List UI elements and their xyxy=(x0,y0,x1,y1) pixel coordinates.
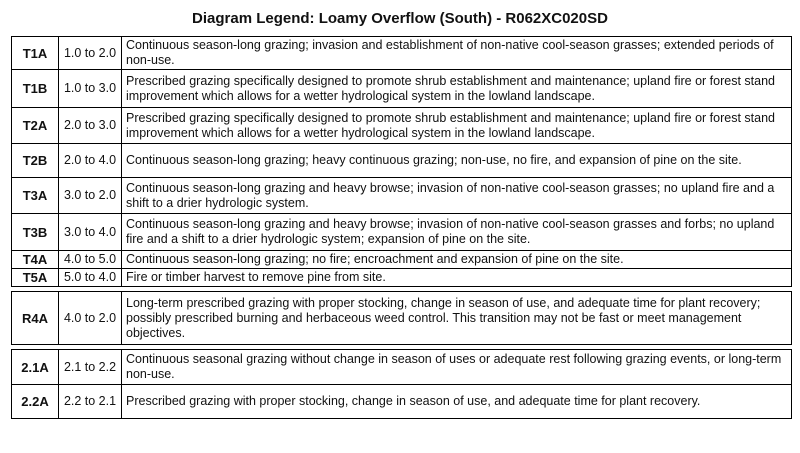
row-range: 3.0 to 2.0 xyxy=(59,178,122,214)
row-code: T1B xyxy=(12,70,59,108)
row-range: 4.0 to 2.0 xyxy=(59,292,122,345)
row-description: Continuous season-long grazing; heavy continuous grazing; non-use, no fire, and expansion of pine on the site. xyxy=(122,144,792,178)
row-code: T3B xyxy=(12,214,59,251)
row-range: 2.0 to 3.0 xyxy=(59,108,122,144)
row-range: 2.2 to 2.1 xyxy=(59,385,122,419)
row-code: T2A xyxy=(12,108,59,144)
community-pathway-table xyxy=(11,349,792,419)
row-description: Continuous season-long grazing and heavy browse; invasion of non-native cool-season grasses and forbs; no upland fire and a shift to a drier hydrologic system; expansion of pine on the site. xyxy=(122,214,792,251)
row-range: 2.0 to 4.0 xyxy=(59,144,122,178)
row-description: Prescribed grazing with proper stocking, change in season of use, and adequate time for plant recovery. xyxy=(122,385,792,419)
restoration-table xyxy=(11,291,792,345)
row-code: R4A xyxy=(12,292,59,345)
row-description: Continuous seasonal grazing without change in season of uses or adequate rest following grazing events, or long-term non-use. xyxy=(122,350,792,385)
table-row xyxy=(12,70,792,108)
row-range: 3.0 to 4.0 xyxy=(59,214,122,251)
table-row xyxy=(12,214,792,251)
row-description: Continuous season-long grazing and heavy browse; invasion of non-native cool-season grasses; no upland fire and a shift to a drier hydrologic system. xyxy=(122,178,792,214)
row-code: T5A xyxy=(12,269,59,287)
row-range: 2.1 to 2.2 xyxy=(59,350,122,385)
row-code: T2B xyxy=(12,144,59,178)
page-title: Diagram Legend: Loamy Overflow (South) - R062XC020SD xyxy=(192,10,608,27)
row-range: 1.0 to 2.0 xyxy=(59,37,122,70)
table-row xyxy=(12,178,792,214)
row-range: 5.0 to 4.0 xyxy=(59,269,122,287)
row-description: Continuous season-long grazing; invasion and establishment of non-native cool-season grasses; extended periods of non-use. xyxy=(122,37,792,70)
row-code: T3A xyxy=(12,178,59,214)
row-code: 2.1A xyxy=(12,350,59,385)
table-row xyxy=(12,144,792,178)
row-code: 2.2A xyxy=(12,385,59,419)
row-description: Long-term prescribed grazing with proper stocking, change in season of use, and adequate time for plant recovery; possibly prescribed burning and herbaceous weed control. This transition may not be fast or meet management objectives. xyxy=(122,292,792,345)
row-code: T4A xyxy=(12,251,59,269)
table-row xyxy=(12,37,792,70)
table-row xyxy=(12,269,792,287)
row-description: Fire or timber harvest to remove pine from site. xyxy=(122,269,792,287)
row-description: Continuous season-long grazing; no fire; encroachment and expansion of pine on the site. xyxy=(122,251,792,269)
table-row xyxy=(12,251,792,269)
table-row xyxy=(12,385,792,419)
row-description: Prescribed grazing specifically designed to promote shrub establishment and maintenance; upland fire or forest stand improvement which allows for a wetter hydrological system in the lowland landscape. xyxy=(122,70,792,108)
row-description: Prescribed grazing specifically designed to promote shrub establishment and maintenance; upland fire or forest stand improvement which allows for a wetter hydrological system in the lowland landscape. xyxy=(122,108,792,144)
transition-table xyxy=(11,36,792,287)
row-range: 1.0 to 3.0 xyxy=(59,70,122,108)
row-range: 4.0 to 5.0 xyxy=(59,251,122,269)
table-row xyxy=(12,292,792,345)
table-row xyxy=(12,350,792,385)
table-row xyxy=(12,108,792,144)
row-code: T1A xyxy=(12,37,59,70)
